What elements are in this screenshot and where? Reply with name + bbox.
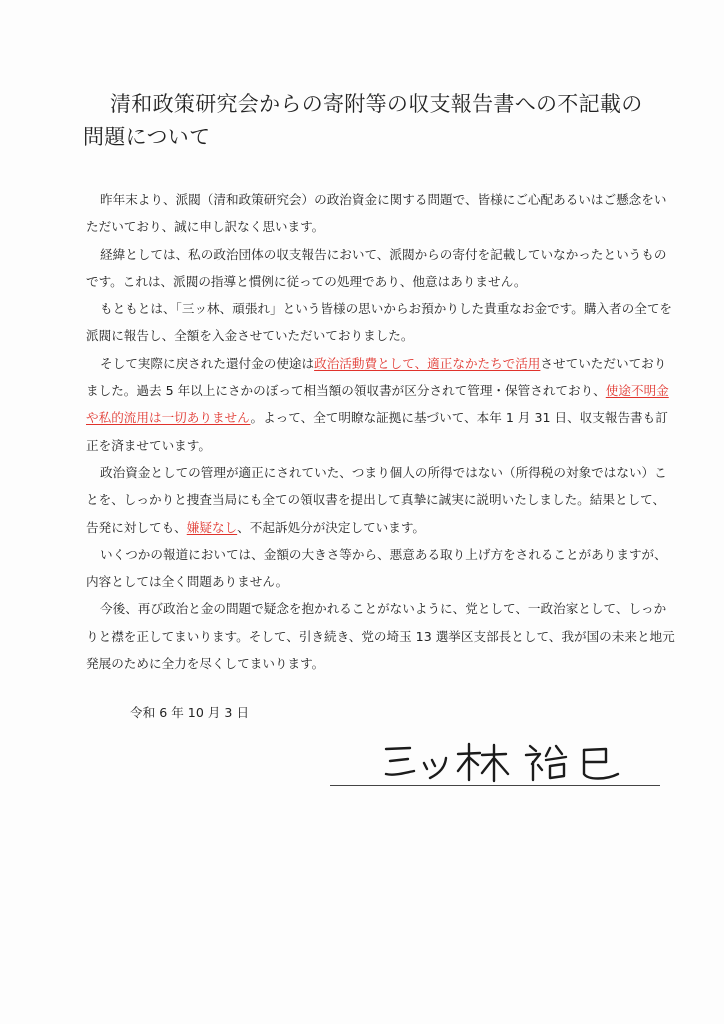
paragraph-text: もともとは、「三ッ林、頑張れ」という皆様の思いからお預かりした貴重なお金です。購入者の全てを派閥に報告し、全額を入金させていただいておりました。 [86,301,673,344]
paragraph-text: 。よって、全て明瞭な証拠に基づいて、本年 1 月 31 日、収支報告書も訂正を済ませています。 [86,410,668,453]
document-title [83,88,673,154]
paragraph [86,541,676,596]
paragraph-text: させていただいておりました。過去 5 年以上にさかのぼって相当額の領収書が区分されて管理・保管されており、 [86,355,667,399]
signature-line [330,785,660,786]
paragraph [86,186,676,241]
title-line-2: 問題について [83,125,211,149]
paragraph-text: そして実際に戻された還付金の使途は [100,355,315,371]
paragraph-text: 昨年末より、派閥（清和政策研究会）の政治資金に関する問題で、皆様にご心配あるいはご懸念をいただいており、誠に申し訳なく思います。 [86,192,667,235]
paragraph-text: 、不起訴処分が決定しています。 [237,519,426,535]
paragraph [86,459,676,541]
paragraph [86,241,676,296]
paragraph-text: 政治資金としての管理が適正にされていた、つまり個人の所得ではない（所得税の対象ではない）ことを、しっかりと捜査当局にも全ての領収書を提出して真摯に誠実に説明いたしました。結果として、告発に対しても、 [86,464,667,535]
title-line-1: 清和政策研究会からの寄附等の収支報告書への不記載の [110,92,643,116]
paragraph [86,350,676,459]
document-body [86,186,676,677]
highlighted-text: 政治活動費として、適正なかたちで活用 [314,355,541,371]
highlighted-text: 使途不明金や私的流用は一切ありません [86,383,669,426]
paragraph [86,295,676,350]
paragraph-text: 経緯としては、私の政治団体の収支報告において、派閥からの寄付を記載していなかったというものです。これは、派閥の指導と慣例に従っての処理であり、他意はありません。 [86,246,667,289]
paragraph-text: 今後、再び政治と金の問題で疑念を抱かれることがないように、党として、一政治家として、しっかりと襟を正してまいります。そして、引き続き、党の埼玉 13 選挙区支部長として、我が国の未来と地元発展のために全力を尽くしてまいります。 [86,601,675,672]
paragraph-text: いくつかの報道においては、金額の大きさ等から、悪意ある取り上げ方をされることがありますが、内容としては全く問題ありません。 [86,546,667,590]
handwritten-signature [380,740,630,784]
document-date: 令和 6 年 10 月 3 日 [130,705,250,720]
paragraph [86,595,676,677]
highlighted-text: 嫌疑なし [186,519,238,535]
